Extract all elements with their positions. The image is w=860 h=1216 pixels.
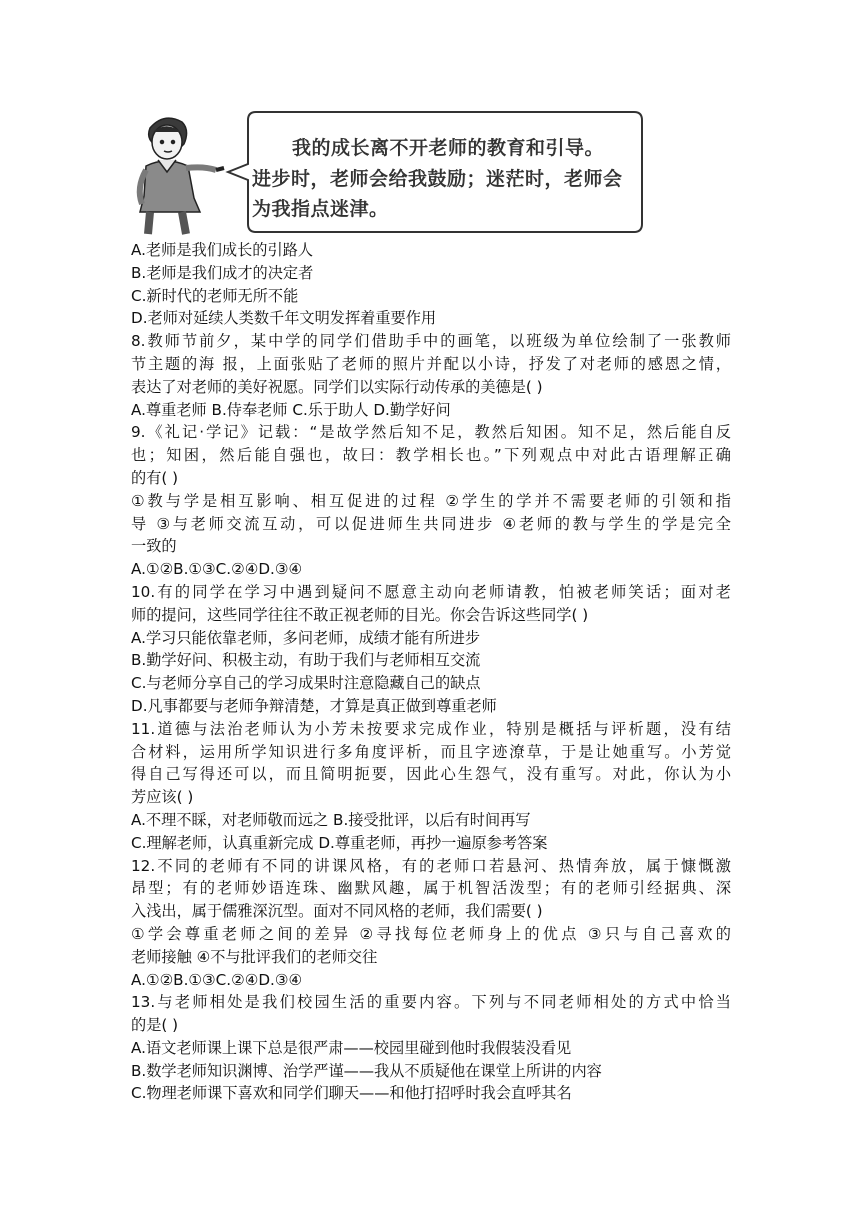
option-line: A.学习只能依靠老师，多问老师，成绩才能有所进步: [131, 628, 481, 647]
question-8-line: 节主题的海 报，上面张贴了老师的照片并配以小诗，抒发了对老师的感恩之情，: [131, 354, 731, 373]
question-11-line: 11.道德与法治老师认为小芳未按要求完成作业，特别是概括与评析题，没有结: [131, 719, 731, 738]
option-line: A.语文老师课上课下总是很严肃——校园里碰到他时我假装没看见: [131, 1038, 572, 1057]
question-9-line: 也；知困，然后能自强也，故曰：教学相长也。”下列观点中对此古语理解正确: [131, 446, 731, 465]
question-11-line: 得自己写得还可以，而且简明扼要，因此心生怨气，没有重写。对此，你认为小: [131, 765, 731, 784]
question-12-line: 入浅出，属于儒雅深沉型。面对不同风格的老师，我们需要( ): [131, 902, 543, 921]
question-9-statement: 一致的: [131, 537, 177, 556]
question-12-options: A.①②B.①③C.②④D.③④: [131, 970, 303, 989]
question-text: [131, 239, 731, 1105]
question-9-line: 9.《礼记·学记》记载：“是故学然后知不足，教然后知困。知不足，然后能自反: [131, 423, 731, 442]
boy-figure: [140, 118, 224, 234]
option-line: A.老师是我们成长的引路人: [131, 241, 314, 259]
question-9-statement: 导 ③与老师交流互动，可以促进师生共同进步 ④老师的教与学生的学是完全: [131, 514, 731, 533]
question-13-line: 13.与老师相处是我们校园生活的重要内容。下列与不同老师相处的方式中恰当: [131, 993, 731, 1012]
option-line: B.勤学好问、积极主动，有助于我们与老师相互交流: [131, 651, 481, 670]
bubble-line-1: 我的成长离不开老师的教育和引导。: [292, 137, 605, 159]
question-9-options: A.①②B.①③C.②④D.③④: [131, 560, 303, 579]
option-line: C.新时代的老师无所不能: [131, 286, 299, 305]
question-12-statement: ①学会尊重老师之间的差异 ②寻找每位老师身上的优点 ③只与自己喜欢的: [131, 924, 731, 943]
question-11-line: 合材料，运用所学知识进行多角度评析，而且字迹潦草，于是让她重写。小芳觉: [131, 742, 731, 761]
option-line: C.与老师分享自己的学习成果时注意隐藏自己的缺点: [131, 674, 481, 693]
option-line: D.老师对延续人类数千年文明发挥着重要作用: [131, 309, 437, 328]
option-line: B.老师是我们成才的决定者: [131, 263, 314, 282]
question-12-line: 12.不同的老师有不同的讲课风格，有的老师口若悬河、热情奔放，属于慷慨激: [131, 856, 731, 875]
option-line: C.物理老师课下喜欢和同学们聊天——和他打招呼时我会直呼其名: [131, 1084, 572, 1103]
option-line: B.数学老师知识渊博、治学严谨——我从不质疑他在课堂上所讲的内容: [131, 1061, 602, 1080]
option-line: A.不理不睬，对老师敬而远之 B.接受批评，以后有时间再写: [131, 810, 531, 829]
option-line: D.凡事都要与老师争辩清楚，才算是真正做到尊重老师: [131, 696, 497, 715]
question-11-line: 芳应该( ): [131, 788, 194, 807]
question-8-line: 表达了对老师的美好祝愿。同学们以实际行动传承的美德是( ): [131, 377, 543, 396]
question-12-line: 昂型；有的老师妙语连珠、幽默风趣，属于机智活泼型；有的老师引经据典、深: [131, 879, 731, 898]
question-10-line: 10.有的同学在学习中遇到疑问不愿意主动向老师请教，怕被老师笑话；面对老: [131, 582, 731, 601]
bubble-line-2: 进步时，老师会给我鼓励；迷茫时，老师会: [252, 168, 623, 190]
question-8-line: 8.教师节前夕，某中学的同学们借助手中的画笔，以班级为单位绘制了一张教师: [131, 332, 731, 351]
teacher-student-illustration: [124, 108, 646, 236]
question-8-options: A.尊重老师 B.侍奉老师 C.乐于助人 D.勤学好问: [131, 400, 451, 419]
question-13-line: 的是( ): [131, 1016, 179, 1035]
bubble-line-3: 为我指点迷津。: [252, 198, 389, 220]
question-9-line: 的有( ): [131, 468, 179, 487]
question-10-line: 师的提问，这些同学往往不敢正视老师的目光。你会告诉这些同学( ): [131, 605, 589, 624]
option-line: C.理解老师，认真重新完成 D.尊重老师，再抄一遍原参考答案: [131, 833, 548, 852]
question-12-statement: 老师接触 ④不与批评我们的老师交往: [131, 947, 378, 966]
question-9-statement: ①教与学是相互影响、相互促进的过程 ②学生的学并不需要老师的引领和指: [131, 491, 731, 510]
